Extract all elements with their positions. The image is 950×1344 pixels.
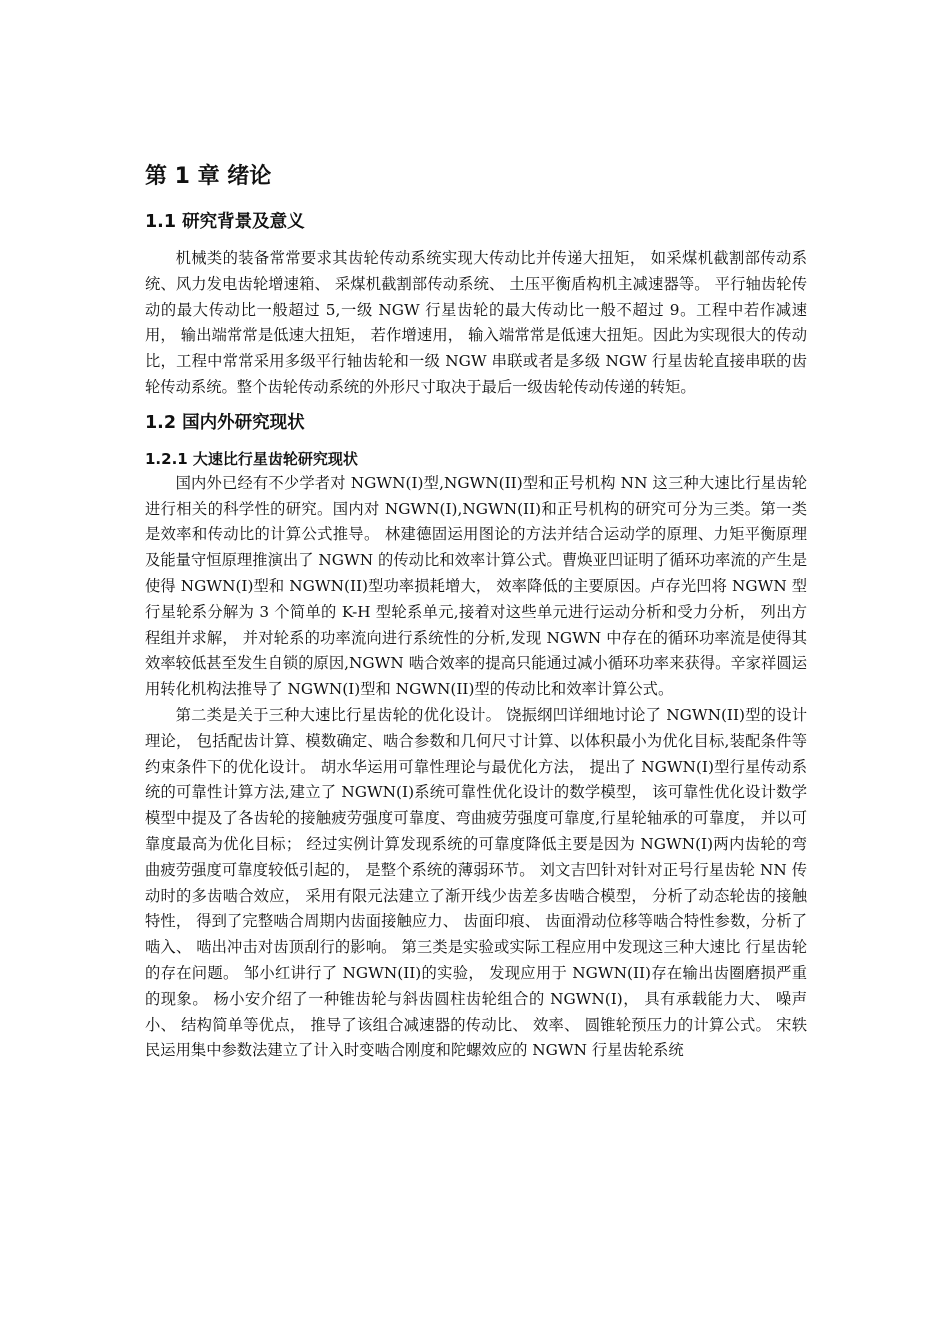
subsection-title-1-2-1: 1.2.1 大速比行星齿轮研究现状 — [145, 449, 358, 468]
paragraph-research-status-1: 国内外已经有不少学者对 NGWN(I)型,NGWN(II)型和正号机构 NN 这三种大速比行星齿轮进行相关的科学性的研究。国内对 NGWN(I),NGWN(II)和正号机构的研究可分为三类。第一类是效率和传动比的计算公式推导。 林建德固运用图论的方法并结合运动学的原理、力矩平衡原理及能量守恒原理推演出了 NGWN 的传动比和效率计算公式。曹焕亚凹证明了循环功率流的产生是使得 NGWN(I)型和 NGWN(II)型功率损耗增大， 效率降低的主要原因。卢存光凹将 NGWN 型行星轮系分解为 3 个简单的 K-H 型轮系单元,接着对这些单元进行运动分析和受力分析， 列出方程组并求解， 并对轮系的功率流向进行系统性的分析,发现 NGWN 中存在的循环功率流是使得其效率较低甚至发生自锁的原因,NGWN 啮合效率的提高只能通过减小循环功率来获得。辛家祥圆运用转化机构法推导了 NGWN(I)型和 NGWN(II)型的传动比和效率计算公式。 — [145, 473, 807, 699]
chapter-title: 第 1 章 绪论 — [145, 164, 272, 189]
paragraph-background: 机械类的装备常常要求其齿轮传动系统实现大传动比并传递大扭矩， 如采煤机截割部传动系统、风力发电齿轮增速箱、 采煤机截割部传动系统、 土压平衡盾构机主减速器等。 平行轴齿轮传动的最大传动比一般超过 5,一级 NGW 行星齿轮的最大传动比一般不超过 9。工程中若作减速用， 输出端常常是低速大扭矩， 若作增速用， 输入端常常是低速大扭矩。因此为实现很大的传动比，工程中常常采用多级平行轴齿轮和一级 NGW 串联或者是多级 NGW 行星齿轮直接串联的齿轮传动系统。整个齿轮传动系统的外形尺寸取决于最后一级齿轮传动传递的转矩。 — [145, 249, 807, 396]
section-title-1-2: 1.2 国内外研究现状 — [145, 412, 305, 433]
paragraph-research-status-2: 第二类是关于三种大速比行星齿轮的优化设计。 饶振纲凹详细地讨论了 NGWN(II)型的设计理论， 包括配齿计算、模数确定、啮合参数和几何尺寸计算、以体积最小为优化目标,装配条件等约束条件下的优化设计。 胡水华运用可靠性理论与最优化方法， 提出了 NGWN(I)型行星传动系统的可靠性计算方法,建立了 NGWN(I)系统可靠性优化设计的数学模型， 该可靠性优化设计数学模型中提及了各齿轮的接触疲劳强度可靠度、弯曲疲劳强度可靠度,行星轮轴承的可靠度， 并以可靠度最高为优化目标； 经过实例计算发现系统的可靠度降低主要是因为 NGWN(I)两内齿轮的弯曲疲劳强度可靠度较低引起的， 是整个系统的薄弱环节。 刘文吉凹针对针对正号行星齿轮 NN 传动时的多齿啮合效应， 采用有限元法建立了渐开线少齿差多齿啮合模型， 分析了动态轮齿的接触特性， 得到了完整啮合周期内齿面接触应力、 齿面印痕、 齿面滑动位移等啮合特性参数，分析了啮入、 啮出冲击对齿顶刮行的影响。 第三类是实验或实际工程应用中发现这三种大速比 行星齿轮的存在问题。 邹小红讲行了 NGWN(II)的实验， 发现应用于 NGWN(II)存在输出齿圈磨损严重的现象。 杨小安介绍了一种锥齿轮与斜齿圆柱齿轮组合的 NGWN(I)， 具有承载能力大、 噪声小、 结构简单等优点， 推导了该组合减速器的传动比、 效率、 圆锥轮预压力的计算公式。 宋轶民运用集中参数法建立了计入时变啮合刚度和陀螺效应的 NGWN 行星齿轮系统 — [145, 705, 807, 1060]
section-title-1-1: 1.1 研究背景及意义 — [145, 212, 305, 232]
document-page — [145, 160, 807, 1064]
